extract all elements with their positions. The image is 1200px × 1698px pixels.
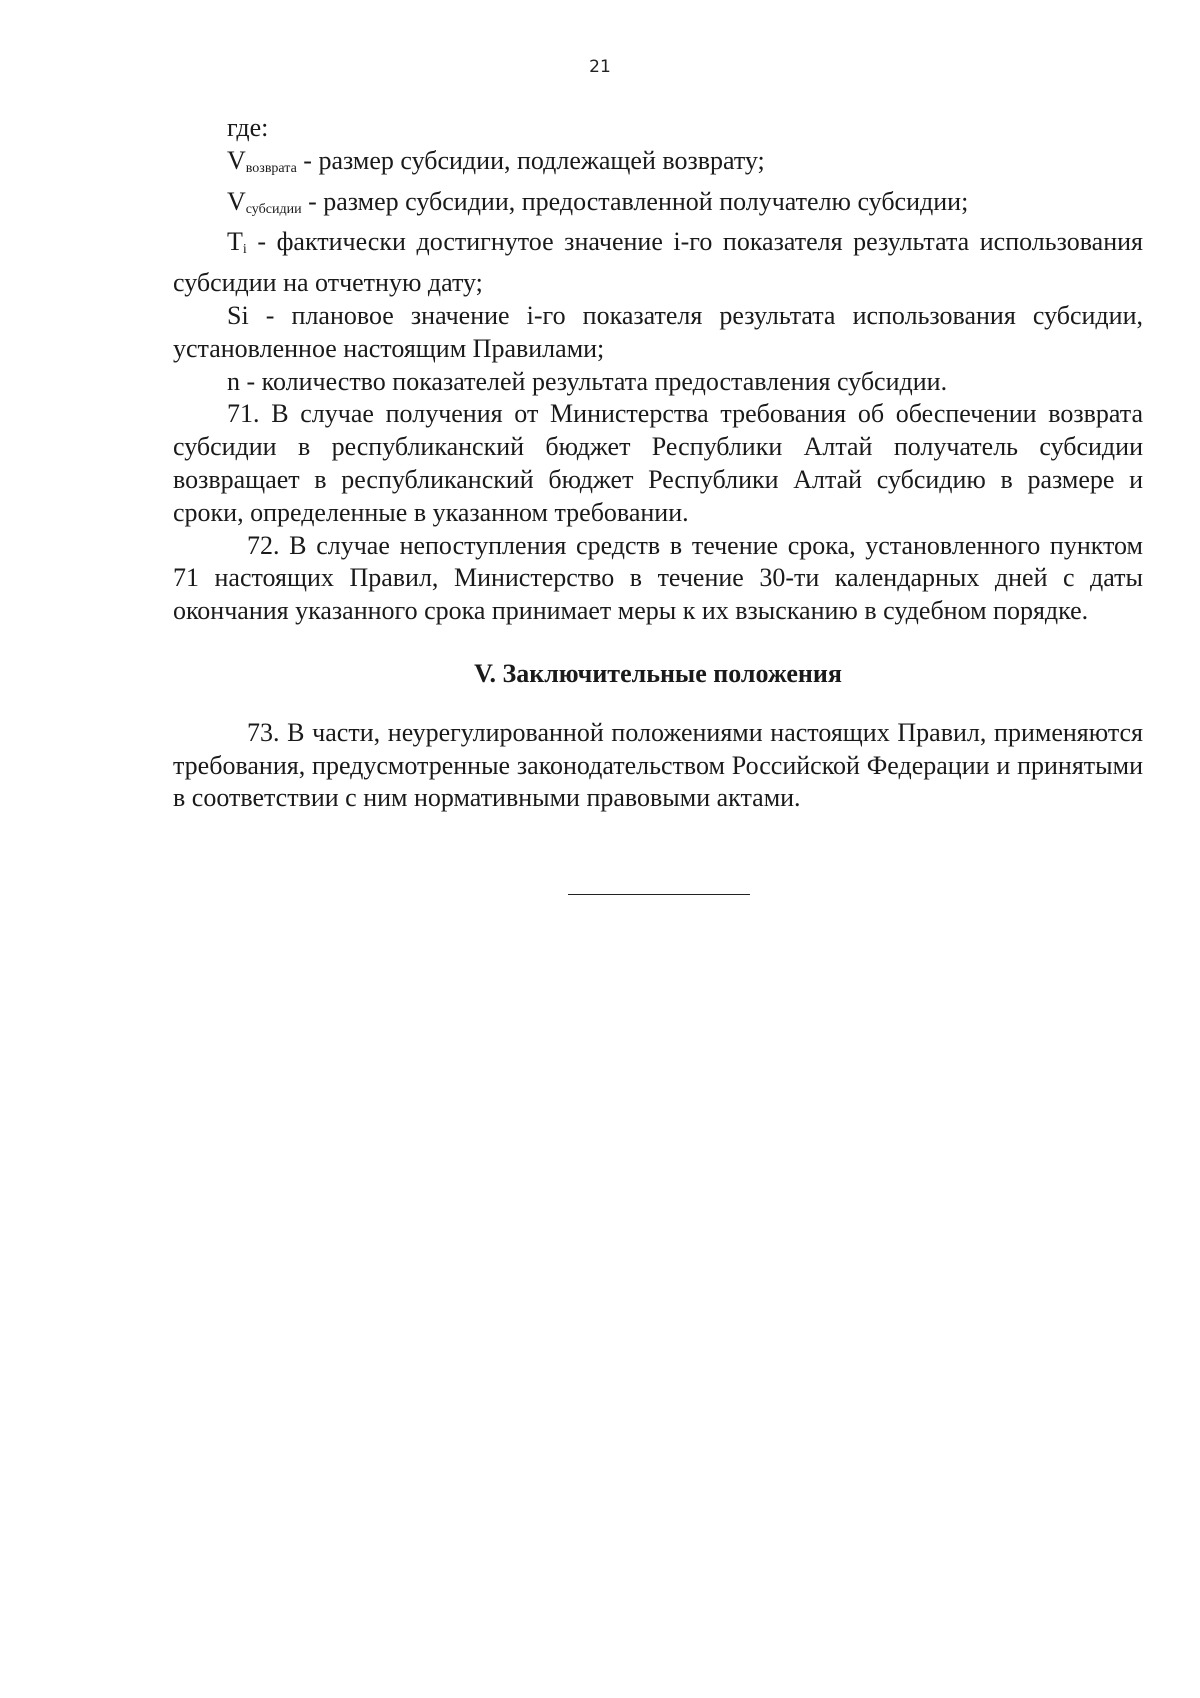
- v-return-text: - размер субсидии, подлежащей возврату;: [296, 145, 765, 175]
- closing-divider: [568, 894, 750, 895]
- legend-v-return: [173, 145, 1143, 186]
- v-subsidy-subscript: субсидии: [245, 201, 302, 217]
- paragraph-72: 72. В случае непоступления средств в течение срока, установленного пунктом 71 настоящих Правил, Министерство в течение 30-ти календарных дней с даты окончания указанного срока принимает меры к их взысканию в судебном порядке.: [173, 530, 1143, 626]
- v-subsidy-symbol: V: [227, 186, 246, 216]
- legend-v-subsidy: [173, 186, 1143, 227]
- paragraph-73: 73. В части, неурегулированной положениями настоящих Правил, применяются требования, предусмотренные законодательством Российской Федерации и принятыми в соответствии с ним нормативными правовыми актами.: [173, 717, 1143, 813]
- v-return-subscript: возврата: [245, 160, 297, 176]
- legend-n: n - количество показателей результата предоставления субсидии.: [227, 366, 948, 396]
- document-body: [173, 112, 1143, 815]
- section-heading: V. Заключительные положения: [474, 658, 842, 688]
- v-subsidy-text: - размер субсидии, предоставленной получателю субсидии;: [301, 186, 969, 216]
- legend-intro: где:: [227, 113, 269, 142]
- page-number: 21: [589, 57, 611, 77]
- t-text: - фактически достигнутое значение i-го показателя результата использования субсидии на отчетную дату;: [173, 227, 1143, 298]
- paragraph-71: 71. В случае получения от Министерства требования об обеспечении возврата субсидии в республиканский бюджет Республики Алтай получатель субсидии возвращает в республиканский бюджет Республики Алтай субсидию в размере и сроки, определенные в указанном требовании.: [173, 399, 1143, 527]
- t-subscript: i: [242, 242, 247, 258]
- v-return-symbol: V: [227, 145, 246, 175]
- t-symbol: T: [227, 227, 243, 257]
- legend-s: Si - плановое значение i-го показателя результата использования субсидии, установленное настоящим Правилами;: [173, 300, 1143, 363]
- legend-t: [173, 226, 1143, 300]
